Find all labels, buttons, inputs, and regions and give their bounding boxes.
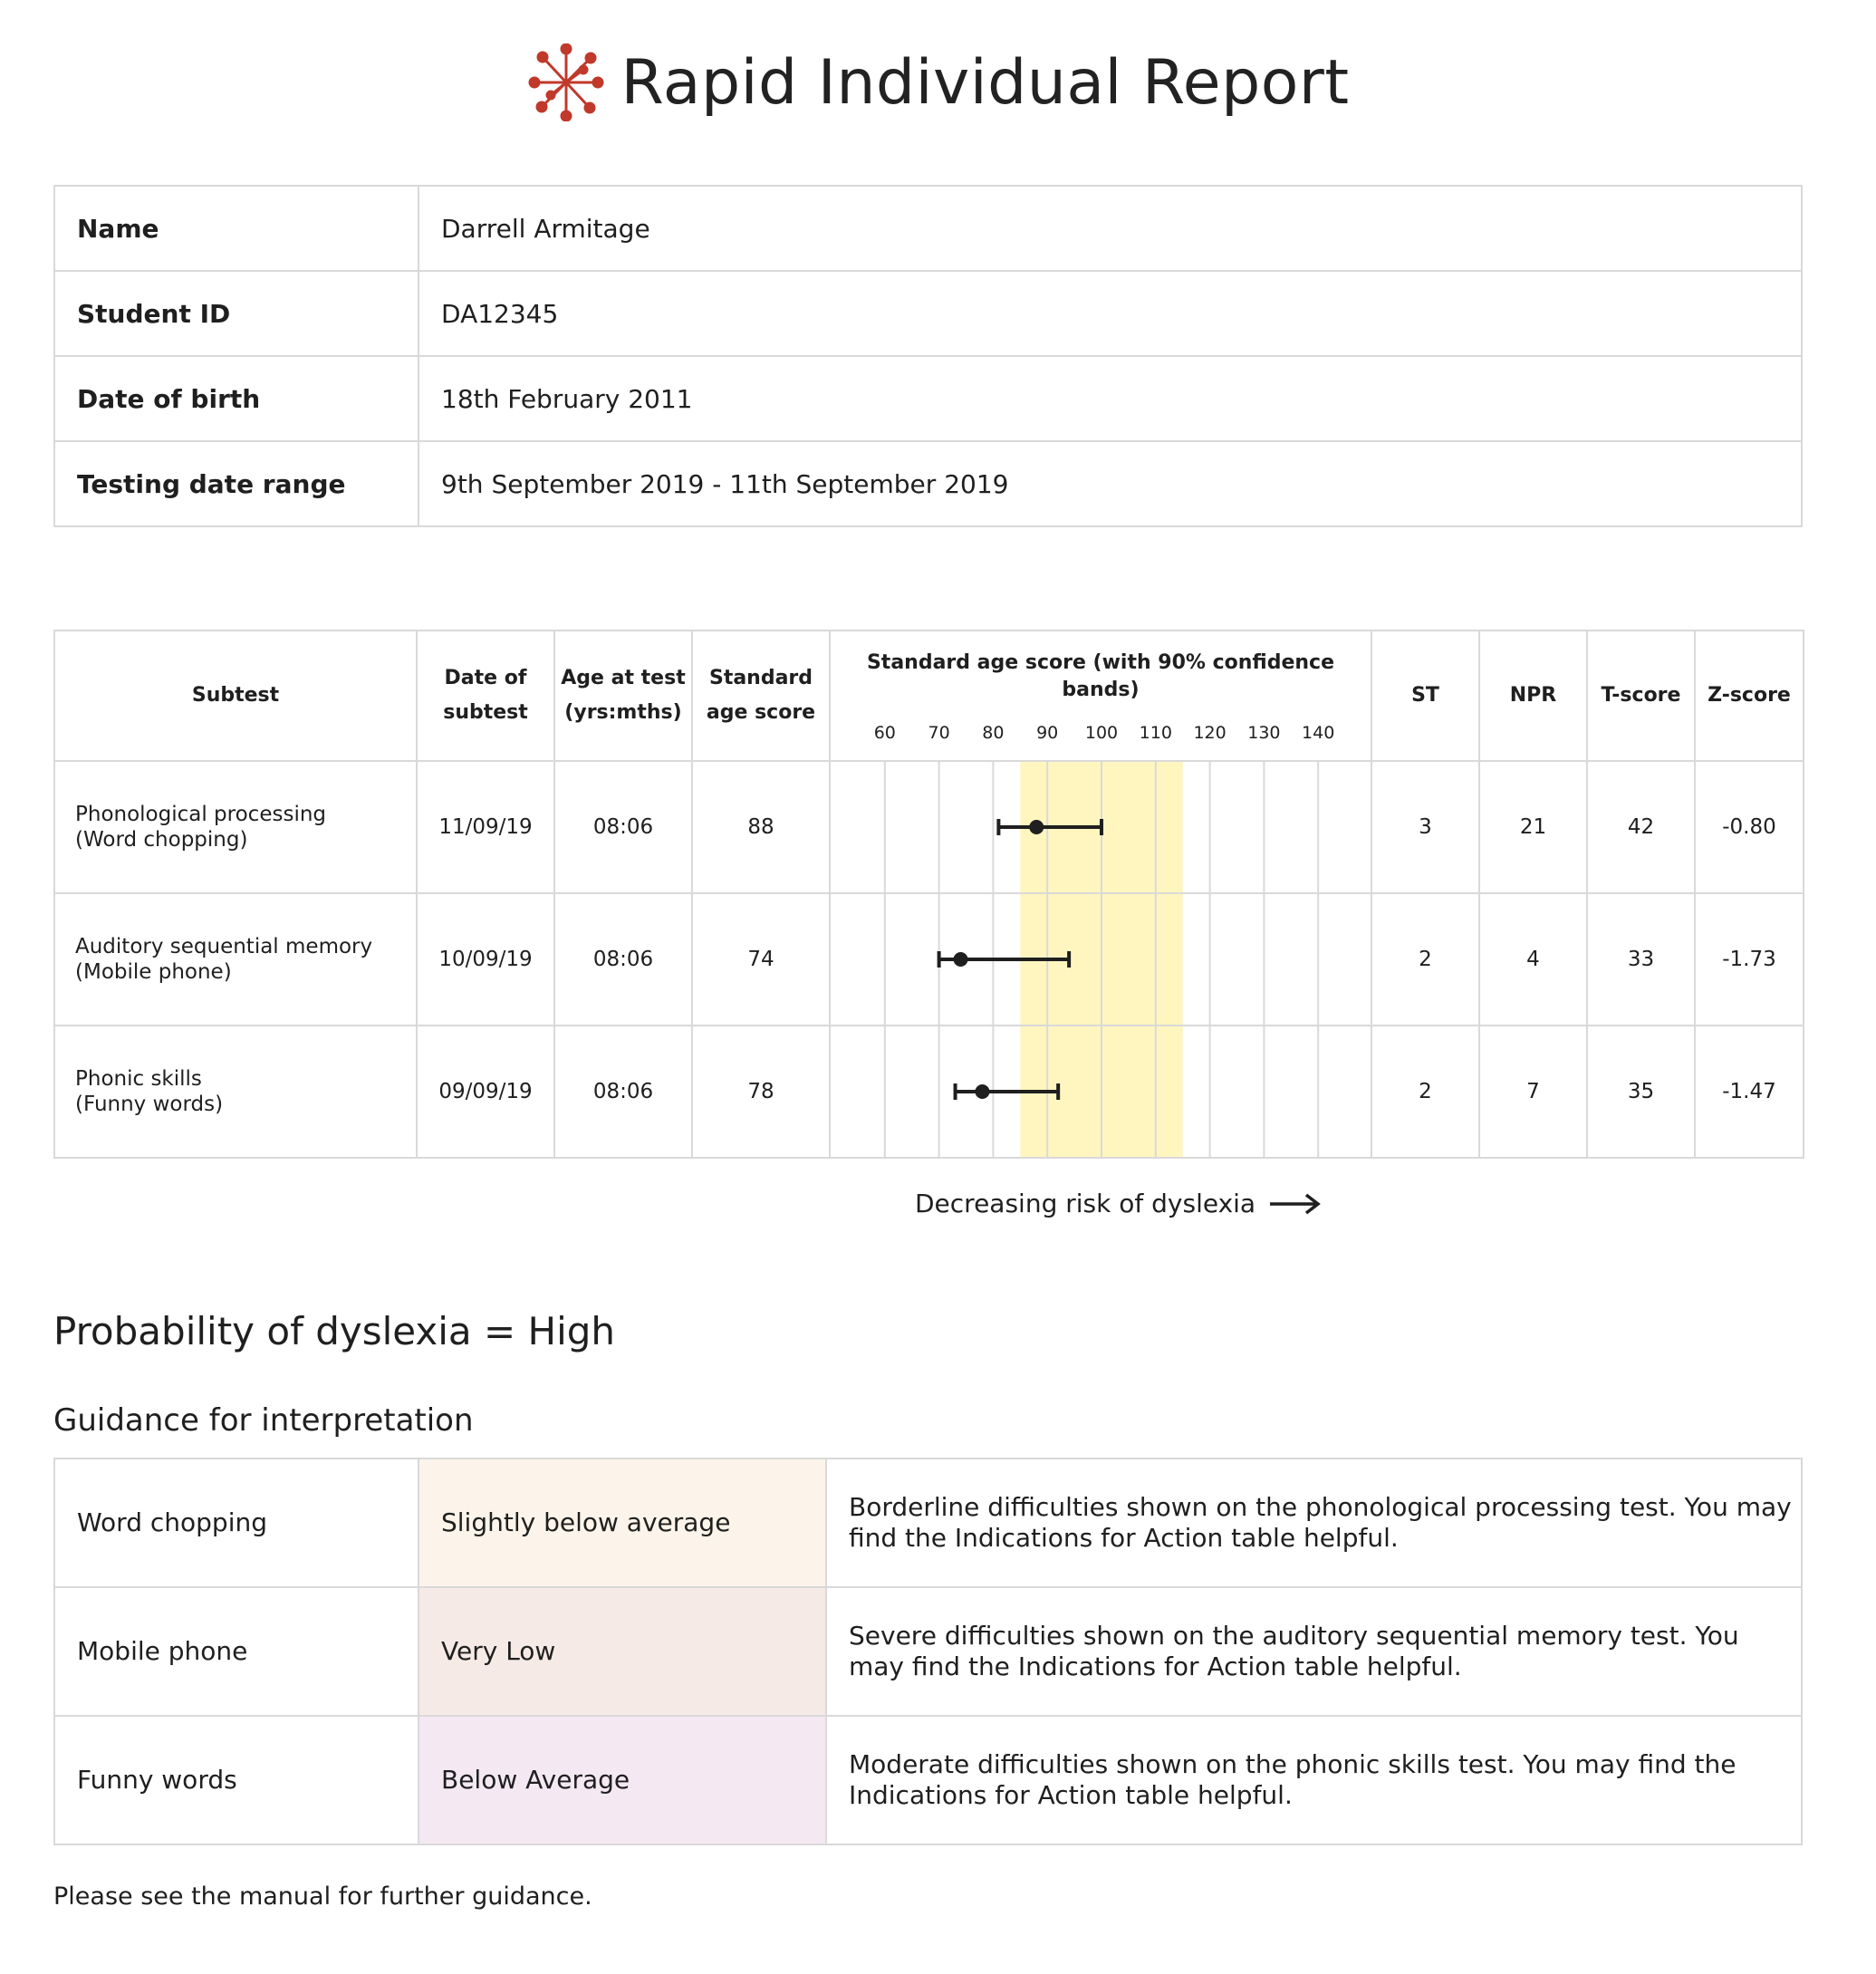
info-value: Darrell Armitage: [418, 186, 1802, 271]
subtest-date: 11/09/19: [417, 761, 554, 893]
info-value: 9th September 2019 - 11th September 2019: [418, 441, 1802, 526]
tick-label: 70: [928, 723, 950, 743]
col-header-sas: [692, 631, 830, 761]
table-row: [54, 761, 1804, 893]
col-header-plot: [830, 631, 1371, 761]
guidance-test: Funny words: [54, 1716, 418, 1844]
dyslexia-probability: Probability of dyslexia = High: [53, 1309, 616, 1353]
confidence-plot-cell: [830, 893, 1371, 1026]
risk-label-text: Decreasing risk of dyslexia: [915, 1189, 1256, 1218]
t-score: 33: [1587, 893, 1695, 1026]
info-row-name: [54, 186, 1802, 271]
subtest-line: (Mobile phone): [75, 960, 232, 984]
col-header-subtest: Subtest: [54, 631, 417, 761]
guidance-test: Word chopping: [54, 1459, 418, 1587]
guidance-text: Severe difficulties shown on the auditory sequential memory test. You may find the Indications for Action table helpful.: [826, 1587, 1802, 1716]
table-row: [54, 1026, 1804, 1158]
subtest-line: Auditory sequential memory: [75, 935, 373, 958]
guidance-test: Mobile phone: [54, 1587, 418, 1716]
subtest-line: (Word chopping): [75, 828, 248, 852]
col-header-t-score: T-score: [1587, 631, 1695, 761]
subtest-line: Phonological processing: [75, 803, 327, 826]
score-point: [1029, 820, 1044, 834]
st-score: 2: [1371, 893, 1479, 1026]
score-point: [975, 1084, 989, 1099]
plot-tick-labels: [831, 724, 1371, 760]
header-line: Date of: [444, 667, 527, 689]
header-line: subtest: [443, 701, 528, 724]
info-value: 18th February 2011: [418, 356, 1802, 441]
subtest-name: [54, 761, 417, 893]
scores-table: [53, 630, 1804, 1159]
confidence-plot: [831, 1026, 1372, 1157]
standard-age-score: 78: [692, 1026, 830, 1158]
subtest-date: 09/09/19: [417, 1026, 554, 1158]
report-header: [0, 43, 1876, 121]
t-score: 42: [1587, 761, 1695, 893]
z-score: -1.73: [1695, 893, 1804, 1026]
npr-score: 4: [1479, 893, 1587, 1026]
info-label: Testing date range: [54, 441, 418, 526]
molecule-network-icon: [527, 43, 605, 121]
tick-label: 100: [1084, 723, 1119, 743]
info-row-date-of-birth: [54, 356, 1802, 441]
risk-direction-label: [915, 1189, 1321, 1218]
z-score: -0.80: [1695, 761, 1804, 893]
page-title: Rapid Individual Report: [621, 46, 1350, 119]
info-label: Date of birth: [54, 356, 418, 441]
tick-label: 130: [1247, 723, 1281, 743]
age-at-test: 08:06: [554, 893, 692, 1026]
footer-note: Please see the manual for further guidance.: [53, 1883, 592, 1911]
subtest-line: (Funny words): [75, 1093, 224, 1116]
confidence-plot: [831, 762, 1372, 892]
tick-label: 140: [1302, 723, 1335, 743]
guidance-row: [54, 1459, 1802, 1587]
age-at-test: 08:06: [554, 761, 692, 893]
npr-score: 21: [1479, 761, 1587, 893]
col-header-npr: NPR: [1479, 631, 1587, 761]
subtest-line: Phonic skills: [75, 1067, 202, 1091]
guidance-heading: Guidance for interpretation: [53, 1402, 474, 1439]
tick-label: 60: [873, 723, 896, 743]
standard-age-score: 88: [692, 761, 830, 893]
arrow-right-icon: [1268, 1193, 1321, 1215]
guidance-table: [53, 1458, 1803, 1845]
confidence-plot-cell: [830, 1026, 1371, 1158]
tick-label: 80: [982, 723, 1005, 743]
guidance-level: Very Low: [418, 1587, 826, 1716]
info-label: Name: [54, 186, 418, 271]
col-header-date: [417, 631, 554, 761]
age-at-test: 08:06: [554, 1026, 692, 1158]
t-score: 35: [1587, 1026, 1695, 1158]
npr-score: 7: [1479, 1026, 1587, 1158]
subtest-date: 10/09/19: [417, 893, 554, 1026]
col-header-z-score: Z-score: [1695, 631, 1804, 761]
guidance-text: Moderate difficulties shown on the phonic skills test. You may find the Indications for Action table helpful.: [826, 1716, 1802, 1844]
table-row: [54, 893, 1804, 1026]
score-point: [954, 952, 968, 967]
col-header-age: [554, 631, 692, 761]
subtest-name: [54, 893, 417, 1026]
header-line: (yrs:mths): [564, 701, 682, 724]
confidence-plot-cell: [830, 761, 1371, 893]
confidence-plot: [831, 894, 1372, 1025]
tick-label: 110: [1139, 723, 1172, 743]
guidance-level: Below Average: [418, 1716, 826, 1844]
info-value: DA12345: [418, 271, 1802, 356]
guidance-text: Borderline difficulties shown on the phonological processing test. You may find the Indications for Action table helpful.: [826, 1459, 1802, 1587]
tick-label: 90: [1036, 723, 1059, 743]
guidance-level: Slightly below average: [418, 1459, 826, 1587]
info-row-testing-date-range: [54, 441, 1802, 526]
info-row-student-id: [54, 271, 1802, 356]
standard-age-score: 74: [692, 893, 830, 1026]
student-info-table: [53, 185, 1803, 527]
header-line: age score: [706, 701, 816, 724]
plot-title: Standard age score (with 90% confidence bands): [866, 651, 1335, 701]
st-score: 2: [1371, 1026, 1479, 1158]
header-line: Age at test: [561, 667, 686, 689]
header-line: Standard: [708, 667, 813, 689]
subtest-name: [54, 1026, 417, 1158]
z-score: -1.47: [1695, 1026, 1804, 1158]
col-header-st: ST: [1371, 631, 1479, 761]
tick-label: 120: [1193, 723, 1227, 743]
guidance-row: [54, 1716, 1802, 1844]
info-label: Student ID: [54, 271, 418, 356]
st-score: 3: [1371, 761, 1479, 893]
guidance-row: [54, 1587, 1802, 1716]
scores-header-row: [54, 631, 1804, 761]
